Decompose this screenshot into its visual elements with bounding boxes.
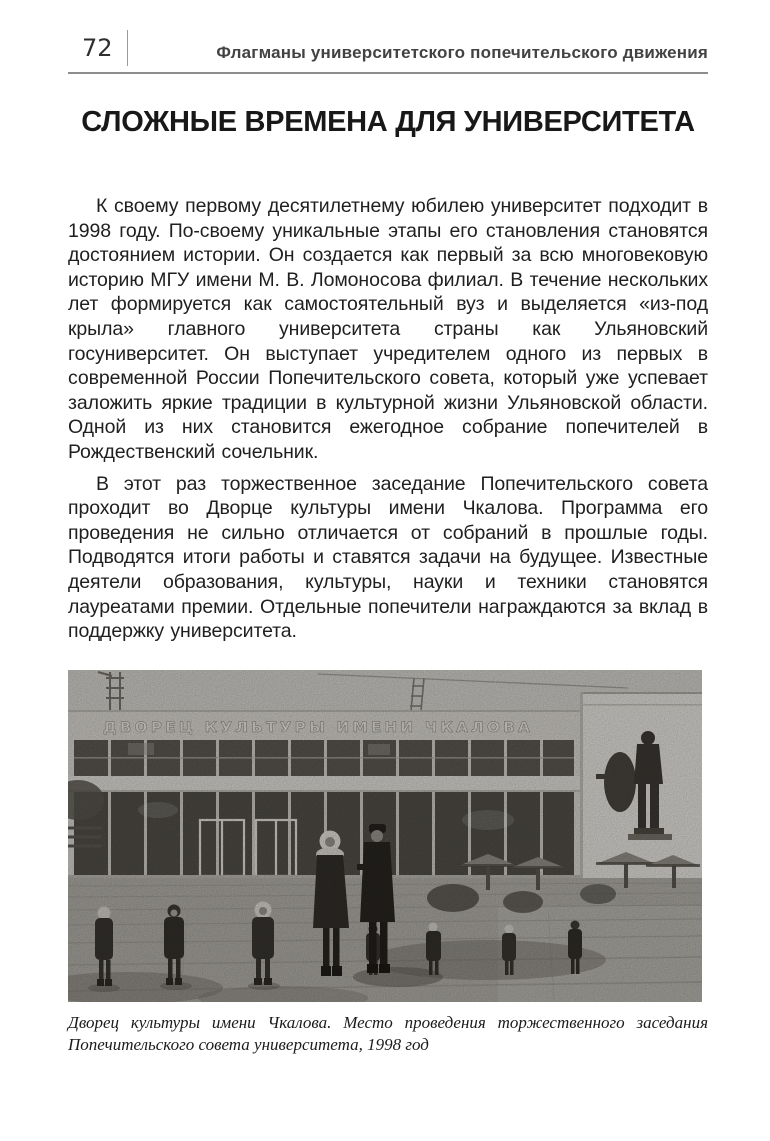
header-rule: [68, 72, 708, 74]
paragraph-2: В этот раз торжественное заседание Попечительского совета проходит во Дворце культуры имени Чкалова. Программа его проведения не сильно отличается от собраний в прошлые годы. Подводятся итоги работы и ставятся задачи на будущее. Известные деятели образования, культуры, науки и техники становятся лауреатами премии. Отдельные попечители награждаются за вклад в поддержку университета.: [68, 472, 708, 643]
running-header: Флагманы университетского попечительского движения: [216, 43, 708, 62]
paragraph-1: К своему первому десятилетнему юбилею университет подходит в 1998 году. По-своему уникальные этапы его становления становятся достоянием истории. Он создается как первый за всю многовековую историю МГУ имени М. В. Ломоносова филиал. В течение нескольких лет формируется как самостоятельный вуз и выделяется «из-под крыла» главного университета страны как Ульяновский госуниверситет. Он выступает учредителем одного из первых в современной России Попечительского совета, который уже успевает заложить яркие традиции в культурной жизни Ульяновской области. Одной из них становится ежегодное собрание попечителей в Рождественский сочельник.: [68, 195, 708, 463]
chapter-title: СЛОЖНЫЕ ВРЕМЕНА ДЛЯ УНИВЕРСИТЕТА: [81, 106, 695, 138]
photo-grain-overlay: [68, 670, 702, 1002]
page-number: 72: [82, 34, 113, 62]
photo-palace-of-culture: [68, 670, 702, 1002]
page-header: [68, 30, 708, 74]
photo-caption: Дворец культуры имени Чкалова. Место проведения торжественного заседания Попечительского совета университета, 1998 год: [68, 1012, 708, 1054]
header-divider: [127, 30, 128, 66]
photo-figure: [68, 670, 708, 1056]
